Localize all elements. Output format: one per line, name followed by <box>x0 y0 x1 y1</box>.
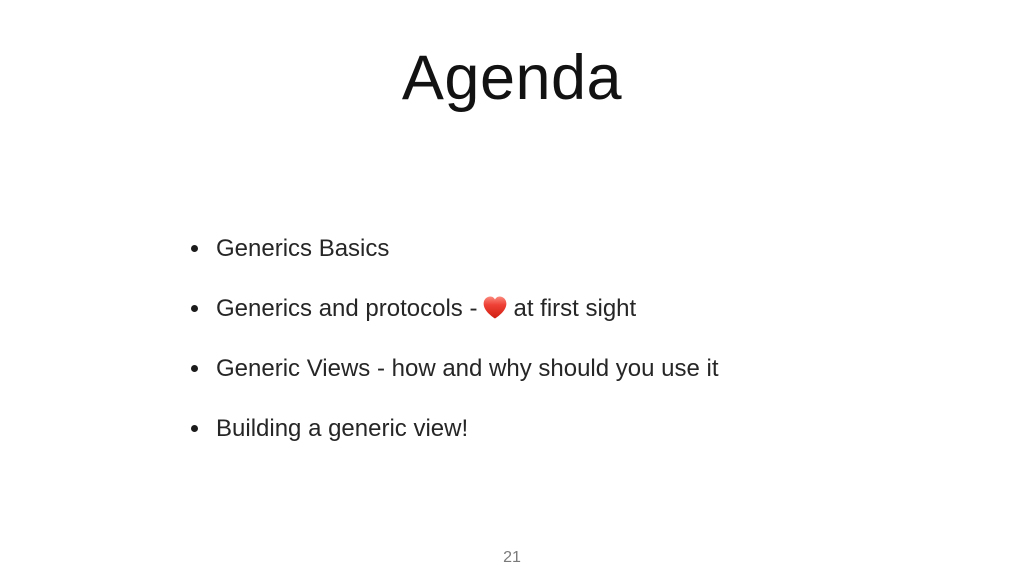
bullet-dot-icon <box>191 425 198 432</box>
bullet-item <box>191 413 871 444</box>
bullet-text: Generic Views - how and why should you use it <box>216 355 719 382</box>
slide-title: Agenda <box>401 43 623 113</box>
page-number: 21 <box>503 549 521 566</box>
bullet-item <box>191 353 871 384</box>
bullet-text: Generics Basics <box>216 235 390 262</box>
bullet-dot-icon <box>191 245 198 252</box>
bullet-text-after-heart: at first sight <box>513 295 637 322</box>
bullet-dot-icon <box>191 365 198 372</box>
bullet-text-before-heart: Generics and protocols - <box>216 295 478 322</box>
bullet-dot-icon <box>191 305 198 312</box>
bullet-item <box>191 293 871 324</box>
red-heart-icon <box>482 295 508 320</box>
bullet-text: Building a generic view! <box>216 415 469 442</box>
bullet-item <box>191 233 871 264</box>
agenda-bullet-list <box>191 233 871 473</box>
bullet-text <box>216 293 636 324</box>
